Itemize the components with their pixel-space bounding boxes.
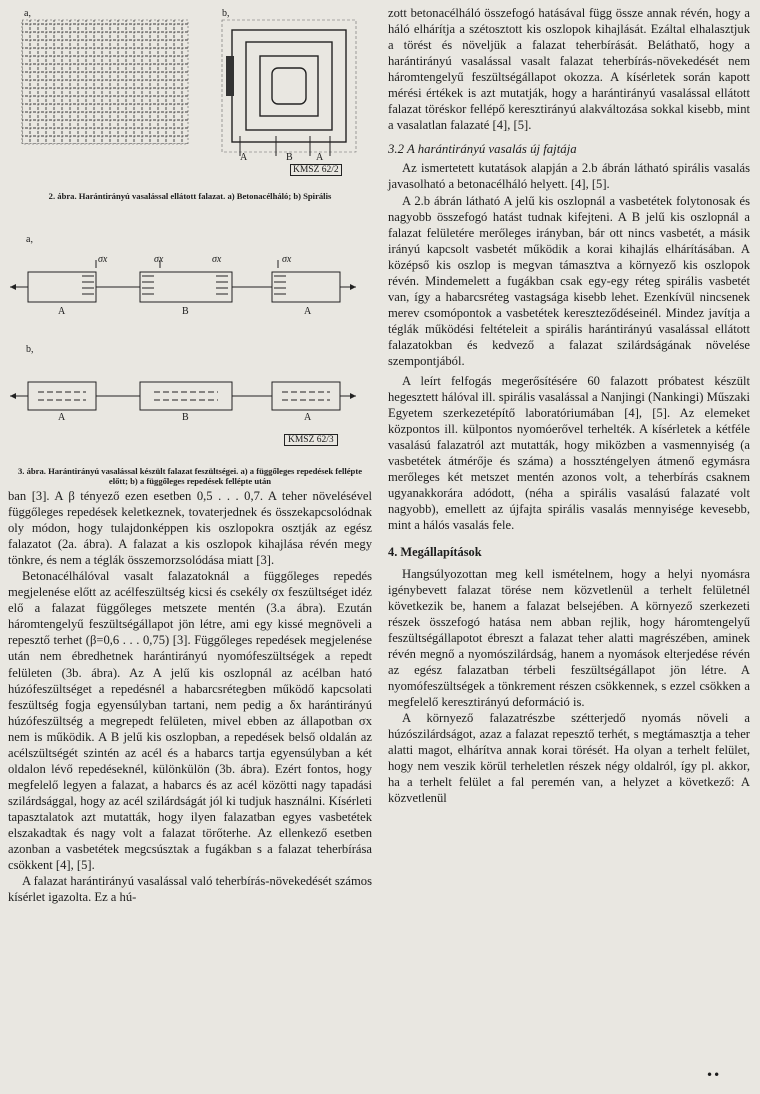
page-mark: •• — [706, 1068, 721, 1082]
section-heading-4: 4. Megállapítások — [388, 544, 482, 559]
figure-3-stamp: KMSZ 62/3 — [284, 434, 338, 446]
right-paragraph-2: Az ismertetett kutatások alapján a 2.b ábrán látható spirális vasalás javasolható a betonacélháló helyett. [4], [5]. — [388, 161, 750, 192]
right-paragraph-4: A leírt felfogás megerősítésére 60 falazott próbatest készült hegesztett hálóval ill. spirális vasalással a Nanjingi (Nankingi) Műszaki Egyetem szerkezetépítő laboratóriumában [4], [5]. Az elemeket központos ill. külpontos nyomóerővel terhelték. A kísérletek a kétféle vasalású falazatról azt mutatták, hogy miközben a vasmennyiség (a vasbetétek átmérője és száma) a hosszténgelyen átmenő egymásra merőleges két metszet mentén azonos volt, a teherbírás csaknem ugyanakkorára adódott, (néha a spirális vasalású falazaté volt nagyobb), emellett az újfajta spirális vasalás mennyisége kevesebb, mint a hálós vasalás fele. — [388, 374, 750, 533]
figure-2a-label: a, — [24, 8, 31, 19]
figure-2b-marker-b: B — [286, 152, 293, 163]
sigma-label-2: σx — [154, 254, 164, 265]
left-body-text — [8, 488, 372, 905]
segment-a-1: A — [58, 306, 66, 317]
left-paragraph-2: Betonacélhálóval vasalt falazatoknál a függőleges repedés megjelenése előtt az acélfeszültség kicsi és csekély σx feszültséget idéz elő a falazat függőleges metszete mentén (3.a ábra). Ezután háromtengelyű feszültségállapot jön létre, ami egy kissé megnöveli a repesztő terhet (β=0,6 . . . 0,75) [3]. Függőleges repedések megjelenése után nem ébredhetnek harántirányú nyomófeszültségek a repedt felületen (3b. ábra). Az A jelű kis oszlopnál az acélban ható húzófeszültséget a repedésnél a habarcsrétegben működő kapcsolati feszültség fogja egyensúlyban tartani, nem pedig a δx harántirányú húzófeszültség a megrepedt felületen, mivel ebben az állapotban σx nem is működik. A B jelű kis oszlopban, a repedések belső oldalán az acélszültségét szintén az acél és a habarcs tartja egyensúlyban a két oldalon lévő repedéseknél, különkülön (3b. ábra). Ezért fontos, hogy megfelelő legyen a falazat, a habarcs és az acél közötti nagy tapadási szilárdsággal, hogy az acél szilárdságát jól ki tudjuk használni. Kísérleti tapasztalatok azt mutatták, hogy ilyen falazatban egyes vasbetétek elszakadtak és nagy volt a falazat törőterhe. Az ellenkező esetben azonban a vasbetétek megcsúsztak a fugákban s a falazat teherbírása csökkent [4], [5]. — [8, 569, 372, 873]
right-paragraph-1: zott betonacélháló összefogó hatásával függ össze annak révén, hogy a háló elhárítja a szétosztott kis oszlopok kihajlását. Ezáltal elhalasztjuk a törést és növeljük a falazat teherbírását. Beláthatő, hogy a harántirányú vasalással vasalt falazat teherbírás-növekedését nem háromtengelyű feszültségállapot okozza. A kísérletek során kapott mérési értékek is azt mutatják, hogy a harántirányú vasalással ellátott falazat töréskor fellépő keresztirányú alakváltozása sokkal kisebb, mint a vasalatlan falazaté [4], [5]. — [388, 6, 750, 133]
segment-b-2: B — [182, 412, 189, 423]
figure-2-caption: 2. ábra. Harántirányú vasalással ellátott falazat. a) Betonacélháló; b) Spirális — [48, 191, 332, 201]
segment-a-2: A — [304, 306, 312, 317]
sigma-label-1: σx — [98, 254, 108, 265]
segment-a-4: A — [304, 412, 312, 423]
figure-2b-marker-a2: A — [316, 152, 324, 163]
segment-b-1: B — [182, 306, 189, 317]
figure-3-caption: 3. ábra. Harántirányú vasalással készült falazat feszültségei. a) a függőleges repedések fellépte előtt; b) a függőleges repedések fellépte után — [17, 466, 363, 486]
figure-2b-marker-a: A — [240, 152, 248, 163]
figure-2-stamp: KMSZ 62/2 — [290, 164, 342, 176]
sigma-label-4: σx — [282, 254, 292, 265]
left-paragraph-3: A falazat harántirányú vasalással való teherbírás-növekedését számos kísérlet igazolta. Ez a hú- — [8, 874, 372, 905]
sigma-label-3: σx — [212, 254, 222, 265]
right-paragraph-6: A környező falazatrészbe szétterjedő nyomás növeli a húzószilárdságot, azaz a falazat repesztő terhét, s megtámasztja a teher alatti magot, elhárítva annak korai törését. Ha olyan a terhelt felület, hogy nem veszik körül terheletlen részek négy oldalról, így pl. akkor, ha a terhelt felület a fal peremén van, a helyzet a következő: A közvetlenül — [388, 710, 750, 806]
figure-3a-label: a, — [26, 234, 33, 245]
figure-2 — [10, 4, 376, 182]
right-body-text — [388, 5, 750, 806]
right-paragraph-5: Hangsúlyozottan meg kell ismételnem, hogy a helyi nyomásra igénybevett falazat törése nem közvetlenül a terhelt felületnél következik be, hanem a falazat belsejében. A környező szerkezeti részek összefogó hatása nem abban rejlik, hogy háromtengelyű feszültségállapotot ébreszt a falazat teher alatti magrészében, aminek révén megnő a nyomószilárdság, hanem a nyomások elterjedése révén az egész falazatban térbeli feszültségállapot jön létre. A nyomófeszültségek a tönkrement részen csökkennek, s ezzel csökken a megfelelő keresztirányú deformáció is. — [388, 566, 750, 709]
segment-a-3: A — [58, 412, 66, 423]
left-paragraph-1: ban [3]. A β tényező ezen esetben 0,5 . . . 0,7. A teher növelésével függőleges repedések keletkeznek, tovaterjednek és összekapcsolódnak oly módon, hogy tulajdonképpen kis oszlopokra osztják az egész falazatot (2a. ábra). A falazat a kis oszlopok kihajlása révén megy tönkre, és nem a téglák összemorzsolódása miatt [3]. — [8, 489, 372, 568]
figure-3b-label: b, — [26, 344, 34, 355]
right-paragraph-3: A 2.b ábrán látható A jelű kis oszlopnál a vasbetétek folytonosak és nagyobb összefogó hatást tudnak kifejteni. A B jelű kis oszlopnál a falazat felületére merőleges irányban, bár ott nincs vasbetét, a másik irányú kapcsolt vasbetét működik a korai kihajlás elhárításában. A középső kis oszlop is megvan támasztva a környező kis oszlopok révén. Mindemelett a fugákban csak egy-egy réteg spirális vasbetét van, így a habarcsréteg vastagsága kisebb lehet. Ezenkívül nincsenek merev csomópontok a vasbetétek kereszteződéseinél. Mindez javítja a téglák működési feltételeit a spirális harántirányú vasalással ellátott falazatokban és kedvező a falazat szilárdságának növelése szempontjából. — [388, 193, 750, 368]
figure-3-drawing — [10, 230, 376, 462]
figure-2b-label: b, — [222, 8, 230, 19]
section-heading-3-2: 3.2 A harántirányú vasalás új fajtája — [388, 142, 577, 157]
figure-3 — [10, 230, 376, 462]
